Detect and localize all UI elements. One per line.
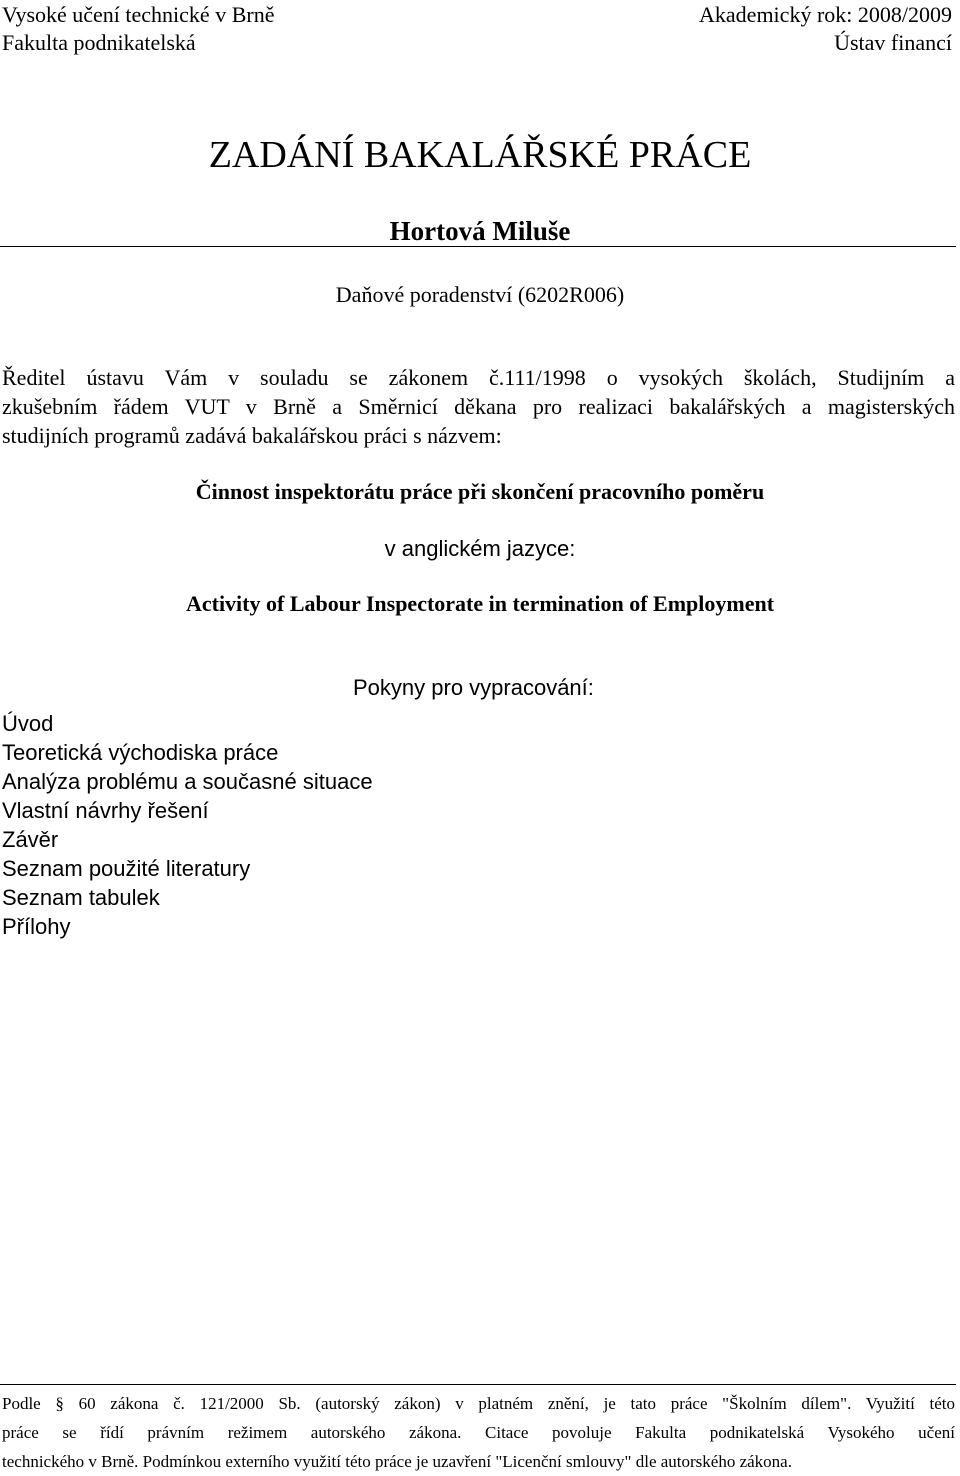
outline-item: Přílohy [2,914,71,939]
faculty-name: Fakulta podnikatelská [2,30,196,55]
footer-line: práce se řídí právním režimem autorského zákona. Citace povoluje Fakulta podnikatelská Vysokého učení [2,1423,955,1442]
intro-paragraph [2,363,955,450]
outline-item: Teoretická východiska práce [2,740,279,765]
institute-name: Ústav financí [834,30,952,55]
intro-line: studijních programů zadává bakalářskou práci s názvem: [2,423,502,448]
footer-line: technického v Brně. Podmínkou externího využití této práce je uzavření "Licenční smlouvy" dle autorského zákona. [2,1452,792,1471]
outline-item: Úvod [2,711,54,736]
divider-top [0,246,956,247]
intro-line: Ředitel ústavu Vám v souladu se zákonem č.111/1998 o vysokých školách, Studijním a [2,365,955,390]
page-title: ZADÁNÍ BAKALÁŘSKÉ PRÁCE [208,134,752,176]
intro-line: zkušebním řádem VUT v Brně a Směrnicí děkana pro realizaci bakalářských a magisterských [2,394,955,419]
thesis-title-cz: Činnost inspektorátu práce při skončení pracovního poměru [195,479,765,504]
study-program: Daňové poradenství (6202R006) [335,282,625,307]
university-name: Vysoké učení technické v Brně [2,2,275,27]
divider-footer [0,1384,956,1385]
outline-item: Seznam tabulek [2,885,160,910]
copyright-footer [2,1389,955,1476]
outline-item: Seznam použité literatury [2,856,251,881]
outline-item: Závěr [2,827,59,852]
academic-year: Akademický rok: 2008/2009 [699,2,952,27]
thesis-title-en: Activity of Labour Inspectorate in termination of Employment [185,591,775,616]
student-name: Hortová Miluše [389,216,571,246]
outline-item: Vlastní návrhy řešení [2,798,209,823]
instructions-heading: Pokyny pro vypracování: [353,675,594,700]
english-label: v anglickém jazyce: [384,536,576,561]
outline-list [2,709,373,941]
outline-item: Analýza problému a současné situace [2,769,373,794]
footer-line: Podle § 60 zákona č. 121/2000 Sb. (autorský zákon) v platném znění, je tato práce "Školním dílem". Využití této [2,1394,955,1413]
